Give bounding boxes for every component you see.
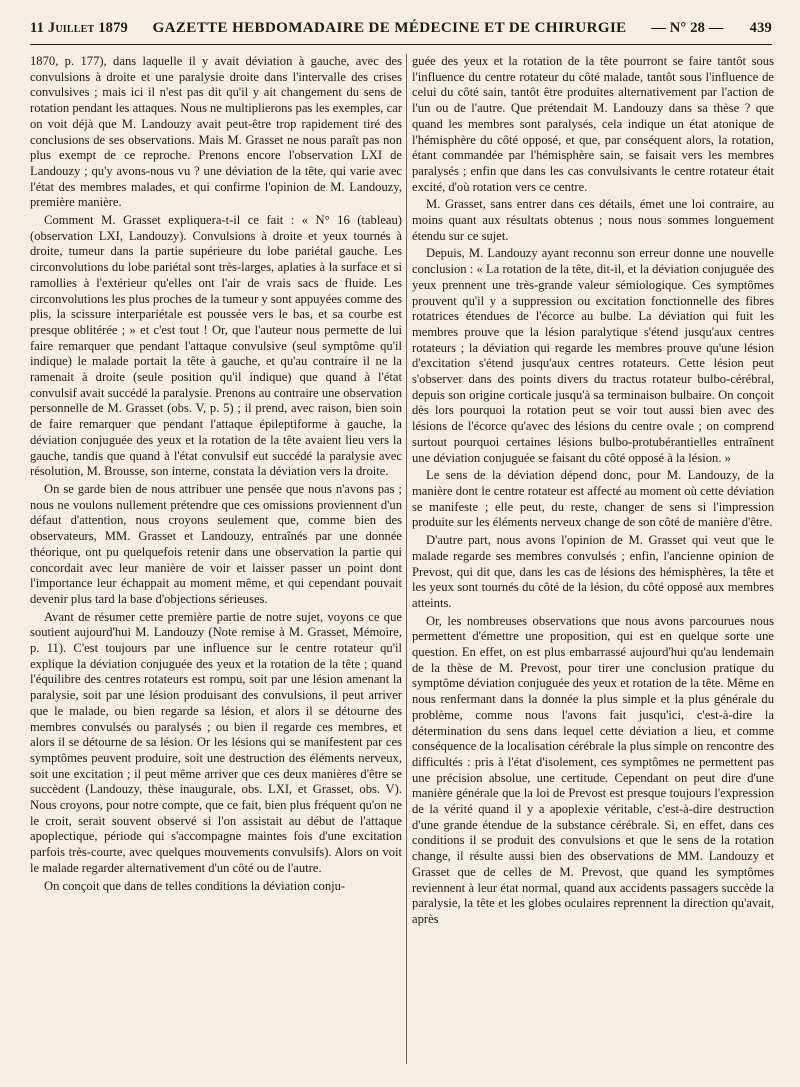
paragraph: Depuis, M. Landouzy ayant reconnu son erreur donne une nouvelle conclusion : « La rotation de la tête, dit-il, et la déviation conjuguée des yeux prennent une très-grande valeur sémiologique. Ces symptômes prouvent qu'il y a suppression ou excitation fonctionnelle des fibres rotatrices étendues de l'écorce au bulbe. La déviation qui fuit les membres prouve que la lésion paralytique s'étend jusqu'aux centres rotateurs ; la déviation qui regarde les membres prouve qu'une lésion d'excitation s'étend jusqu'aux centres rotateurs. Cette lésion peut s'observer dans des points divers du tractus rotateur bulbo-cérébral, depuis son origine corticale jusqu'à sa terminaison bulbaire. On conçoit dès lors pourquoi la rotation peut se voir tout aussi bien avec des lésions de l'écorce qu'avec des lésions du centre ovale ; on comprend surtout pourquoi certaines lésions bulbo-protubérantielles entraînent une déviation conjuguée se faisant du côté opposé à la lésion. » (412, 246, 774, 465)
paragraph: guée des yeux et la rotation de la tête pourront se faire tantôt sous l'influence du centre rotateur du côté malade, tantôt sous l'influence de celui du côté sain, tantôt être produites alternativement par l'action de l'un ou de l'autre. Que prétendait M. Landouzy dans sa thèse ? que quand les membres sont paralysés, cela indique un état atonique de l'hémisphère du côté opposé, et que, par conséquent alors, la rotation, étant commandée par l'hémisphère sain, se faisait vers les membres paralysés ; enfin que dans les cas convulsivants le centre rotateur était excité, d'où rotation vers ce centre. (412, 54, 774, 194)
paragraph: M. Grasset, sans entrer dans ces détails, émet une loi contraire, au moins quant aux résultats obtenus ; nous nous sommes longuement étendu sur ce sujet. (412, 197, 774, 243)
paragraph: Avant de résumer cette première partie de notre sujet, voyons ce que soutient aujourd'hui M. Landouzy (Note remise à M. Grasset, Mémoire, p. 11). C'est toujours par une influence sur le centre rotateur qu'il explique la déviation conjuguée des yeux et la rotation de la tête ; quand l'équilibre des centres rotateurs est rompu, soit par une lésion amenant la paralysie, soit par une lésion produisant des convulsions, il peut arriver que le malade, ou bien regarde sa lésion, et alors il se détourne des membres convulsés ou paralysés ; ou bien il regarde ces membres, et alors il se détourne de sa lésion. Or les lésions qui se manifestent par ces symptômes peuvent produire, soit une destruction des éléments nerveux, soit une excitation ; il peut même arriver que ces deux manières d'être se succèdent (Landouzy, thèse inaugurale, obs. LXI, et Grasset, obs. V). Nous croyons, pour notre compte, que ce fait, bien plus fréquent qu'on ne le croit, serait souvent observé si l'on assistait au début de l'attaque apoplectique, période qui s'accompagne maintes fois d'une excitation parfois très-courte, avec quelques mouvements convulsifs). Alors on voit le malade regarder alternativement d'un côté ou de l'autre. (30, 609, 402, 875)
paragraph: Le sens de la déviation dépend donc, pour M. Landouzy, de la manière dont le centre rotateur est affecté au moment où cette déviation se manifeste ; elle peut, du reste, changer de sens si l'impression produite sur les éléments nerveux change de son côté de manière d'être. (412, 468, 774, 530)
paragraph: On conçoit que dans de telles conditions la déviation conju- (44, 878, 346, 893)
right-column (412, 54, 774, 1074)
issue-number: — N° 28 — (651, 19, 724, 36)
paragraph: Or, les nombreuses observations que nous avons parcourues nous permettent d'émettre une proposition, qui est en quelque sorte une question. En effet, on est plus embarrassé aujourd'hui qu'au lendemain de la thèse de M. Prevost, pour tirer une conclusion pratique du symptôme déviation conjuguée des yeux et rotation de la tête. Même en nous renfermant dans la donnée la plus simple et la plus générale du problème, comme nous l'avons fait jusqu'ici, c'est-à-dire la détermination du sens dans lequel cette déviation a lieu, et comme conséquence de la localisation cérébrale la plus simple on rencontre des difficultés : pris à l'état d'isolement, ces symptômes ne permettent pas une précision absolue, une certitude. Cependant on peut dire d'une manière générale que la loi de Prevost est presque toujours l'expression de la vérité quand il y a apoplexie véritable, c'est-à-dire destruction d'une grande étendue de la substance cérébrale. Si, en effet, dans ces conditions il se produit des convulsions et que le sens de la rotation change, il résulte aussi bien des observations de MM. Landouzy et Grasset que de celles de M. Prevost, que quand les symptômes reviennent à leur état normal, quand aux accidents passagers succède la paralysie, la tête et les globes oculaires reprennent la direction qu'avait, après (412, 613, 774, 926)
column-divider (406, 54, 407, 1064)
journal-title: GAZETTE HEBDOMADAIRE DE MÉDECINE ET DE CHIRURGIE (152, 19, 627, 36)
paragraph: 1870, p. 177), dans laquelle il y avait déviation à gauche, avec des convulsions à droite et une paralysie droite dans l'intervalle des crises convulsives ; mais ici il n'est pas dit qu'il y ait changement du sens de rotation pendant les attaques. Nous ne multiplierons pas les exemples, car on voit déjà que M. Landouzy avait peut-être trop rapidement tiré des conclusions de ses observations. Mais M. Grasset ne nous paraît pas non plus exempt de ce reproche. Prenons encore l'observation LXI de Landouzy ; qu'y avons-nous vu ? une déviation de la tête, qui varie avec l'état des membres malades, et qui confirme l'opinion de M. Landouzy, première manière. (30, 54, 402, 210)
issue-date: 11 Juillet 1879 (30, 19, 128, 36)
header-rule (30, 44, 772, 45)
issue-info (651, 20, 772, 37)
paragraph: Comment M. Grasset expliquera-t-il ce fait : « N° 16 (tableau) (observation LXI, Landouzy). Convulsions à droite et yeux tournés à droite, tumeur dans la partie supérieure du lobe pariétal gauche. Les circonvolutions du lobe pariétal sont très-larges, aplaties à la surface et si ramollies à l'extérieur qu'elles ont l'air de vrais sacs de fluide. Les circonvolutions les plus proches de la tumeur y sont appuyées comme des plis, la scissure interpariétale est poussée vers le bas, et sa courbe est presque oblitérée ; » et c'est tout ! Or, que l'auteur nous permette de lui faire remarquer que pendant l'attaque convulsive (seul symptôme qu'il indique) le malade portait la tête à gauche, et qu'au contraire il ne la ramenait à droite (seule position qu'il indique) que quand à l'état convulsif avait succédé la paralysie. Prenons au contraire une observation personnelle de M. Grasset (obs. V, p. 5) ; il prend, avec raison, bien soin de faire remarquer que pendant l'attaque épileptiforme à gauche, la déviation conjuguée des yeux et la rotation de la tête avaient lieu vers la gauche, tandis que quand à l'état convulsif eut succédé la paralysie avec résolution, M. Brousse, son interne, constata la déviation vers la droite. (30, 213, 402, 479)
page-number: 439 (749, 19, 772, 36)
paragraph: On se garde bien de nous attribuer une pensée que nous n'avons pas ; nous ne voulons nullement prétendre que ces omissions proviennent d'un défaut d'attention, nous croyons seulement que, comme bien des observateurs, MM. Grasset et Landouzy, entraînés par une donnée théorique, ont pu quelquefois retenir dans une observation la partie qui concordait avec leur manière de voir et laisser passer un point dont l'importance leur échappait au moment même, et qui cependant pouvait devenir plus tard la base d'objections sérieuses. (30, 481, 402, 606)
running-header (30, 14, 772, 42)
left-column (30, 54, 402, 1074)
paragraph: D'autre part, nous avons l'opinion de M. Grasset qui veut que le malade regarde ses membres convulsés ; enfin, l'ancienne opinion de Prevost, qui dit que, dans les cas de lésions des hémisphères, la tête et les yeux sont tournés du côté de la lésion, du côté opposé aux membres atteints. (412, 533, 774, 610)
